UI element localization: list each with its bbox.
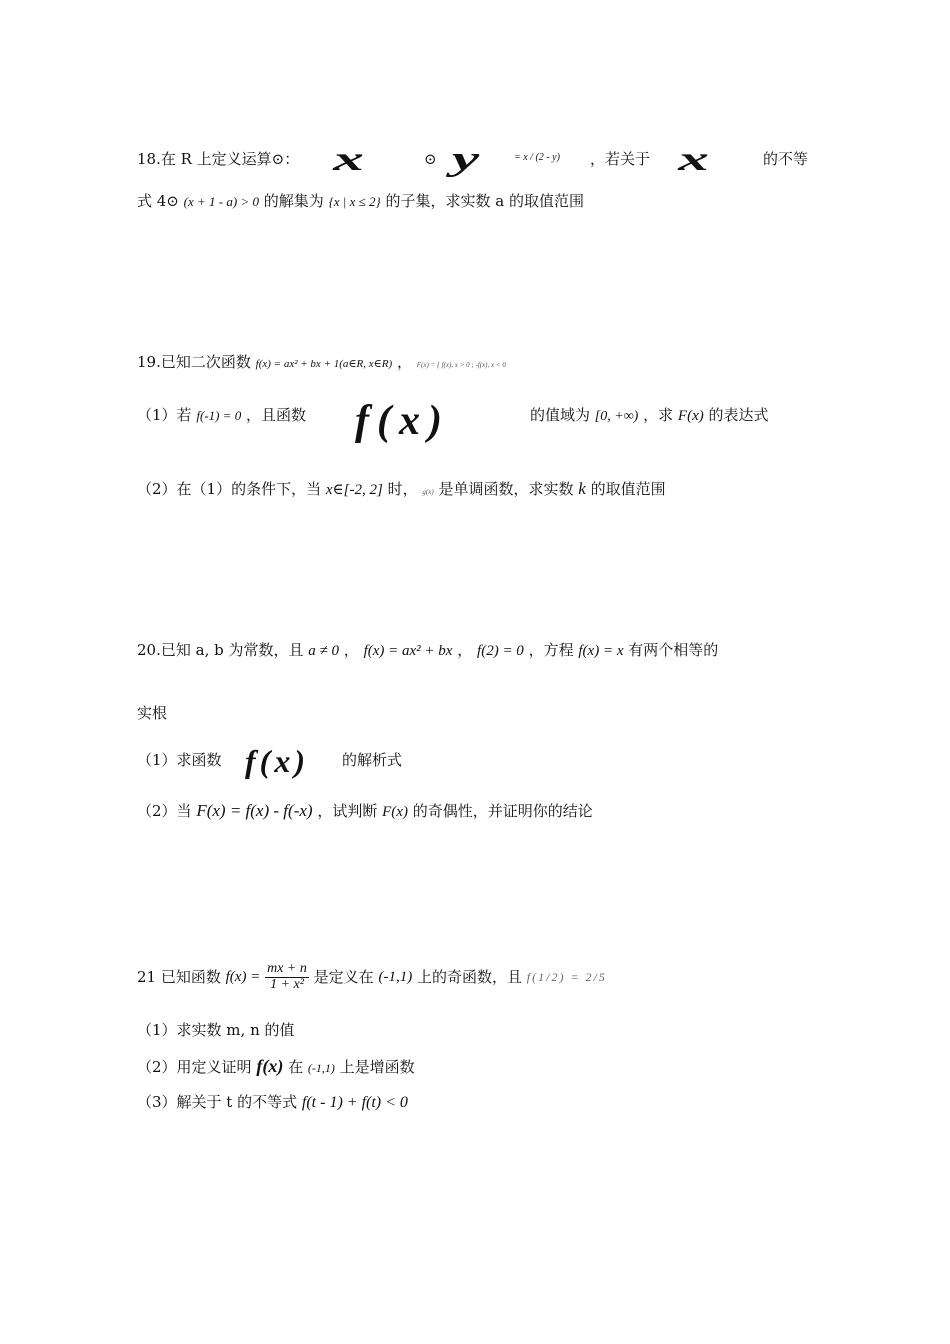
q18-text-b: ，若关于 [590,150,651,168]
q20-text-d: 实根 [137,704,168,722]
q19-Fx: F(x) [677,408,704,424]
q21-denominator: 1 + x² [270,976,304,992]
q21-numerator: mx + n [267,961,307,976]
q19-p2-d: 的取值范围 [590,480,666,498]
q19-p1-label: （1）若 [137,406,192,424]
q20-f-definition: f(x) = ax² + bx [363,643,453,659]
q21-text-c: 上的奇函数，且 [417,968,523,987]
q18-odot: ⊙ [424,150,437,168]
q21-fraction [265,962,309,992]
q21-f-lhs: f(x) = [225,969,261,986]
q20-p2-b: ，试判断 [317,802,378,820]
q19-p2-label: （2）在（1）的条件下，当 [137,480,322,498]
q21-text-b: 是定义在 [313,968,374,987]
q21-line1 [137,962,607,992]
q19-comma: ， [396,353,412,371]
q20-p1-label: （1）求函数 [137,751,222,769]
q19-k: k [578,479,586,498]
q21-p2-c: 上是增函数 [339,1058,415,1076]
q20-cond-a: a ≠ 0 [308,643,339,659]
q20-line1 [137,641,718,660]
q20-part2 [137,801,593,821]
q18-line2 [137,192,584,210]
q20-Fx: F(x) [382,804,408,820]
q21-p1: （1）求实数 m, n 的值 [137,1021,295,1039]
q21-text-a: 21 已知函数 [137,968,221,987]
q19-p1-e: 的表达式 [708,406,769,424]
q18-text-c: 的不等 [763,150,809,168]
q20-text-b: ，方程 [528,641,574,659]
q19-condition: f(-1) = 0 [196,408,242,423]
q21-part2 [137,1056,415,1078]
q21-fx: f(x) [256,1056,284,1076]
q19-range: [0, +∞) [594,409,639,424]
q18-text-d: 式 4⊙ [137,192,179,210]
q20-p2-c: 的奇偶性，并证明你的结论 [412,802,593,820]
q18-text-a: 18.在 R 上定义运算⊙： [137,150,300,168]
q18-x-symbol: x [333,141,364,178]
q20-p1-b: 的解析式 [342,751,403,769]
q18-inequality: (x + 1 - a) > 0 [183,194,259,209]
q20-cond-f2: f(2) = 0 [477,643,524,659]
q21-part3 [137,1093,408,1112]
q19-part1 [137,406,306,424]
q21-interval-2: (-1,1) [307,1061,335,1075]
q19-line1 [137,353,506,371]
q21-f-half: f(1/2) = 2/5 [526,969,607,984]
q20-F-definition: F(x) = f(x) - f(-x) [196,801,313,820]
q19-f-definition: f(x) = ax² + bx + 1(a∈R, x∈R) [255,358,393,370]
q18-def: = x / (2 - y) [514,152,560,163]
q19-fx-large: f(x) [355,398,450,444]
q19-p2-b: 时， [387,480,418,498]
q20-sep2: ， [457,641,473,659]
q18-x-symbol-2: x [678,141,709,178]
q20-line2 [137,704,167,722]
q21-p2-label: （2）用定义证明 [137,1058,252,1076]
q19-text-a: 19.已知二次函数 [137,353,251,371]
q20-sep1: ， [343,641,359,659]
q18-y-symbol: y [451,141,480,178]
q18-text-e: 的解集为 [263,192,324,210]
q21-interval: (-1,1) [378,969,413,986]
q20-text-c: 有两个相等的 [628,641,719,659]
q19-domain: x∈[-2, 2] [325,482,383,498]
q18-line1 [137,150,299,168]
q20-equation: f(x) = x [578,643,624,659]
q19-p2-c: 是单调函数，求实数 [438,480,574,498]
q19-part1-end [530,406,769,426]
q19-F-definition: F(x) = { f(x), x > 0 ; -f(x), x < 0 [416,361,506,369]
q21-p3-label: （3）解关于 t 的不等式 [137,1093,298,1111]
q20-part1 [137,751,222,769]
q18-solution-set: {x | x ≤ 2} [328,194,381,209]
q19-p1-d: ，求 [643,406,674,424]
q19-p1-b: ，且函数 [245,406,306,424]
q20-text-a: 20.已知 a, b 为常数，且 [137,641,304,659]
q21-inequality: f(t - 1) + f(t) < 0 [301,1094,408,1111]
q19-part2 [137,479,666,499]
q20-fx-large: f(x) [245,743,309,779]
q18-text-f: 的子集，求实数 a 的取值范围 [385,192,584,210]
q19-gx: g(x) [422,488,434,496]
q20-p2-label: （2）当 [137,802,192,820]
q19-p1-c: 的值域为 [530,406,591,424]
q21-p2-b: 在 [288,1058,304,1076]
q21-part1 [137,1021,295,1039]
